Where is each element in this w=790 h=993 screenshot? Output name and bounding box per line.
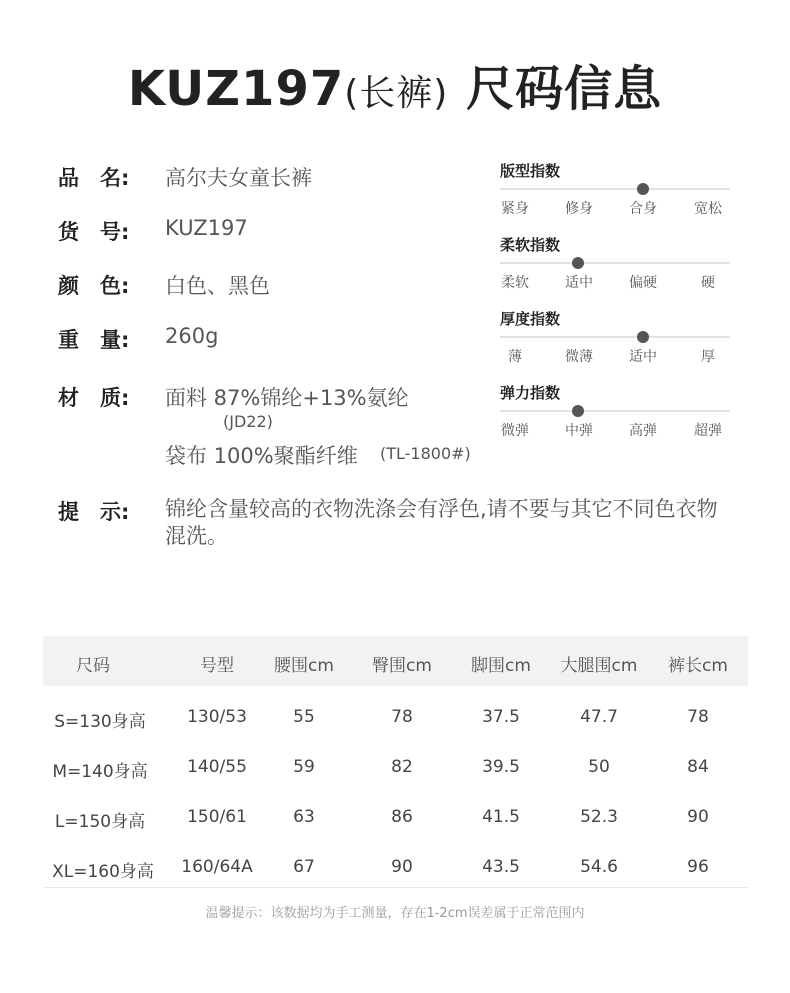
index-option: 宽松 <box>694 201 722 217</box>
index-scale-line <box>500 410 730 412</box>
index-scale-line <box>500 262 730 264</box>
index-marker <box>572 405 584 417</box>
material-line-1: 面料 87%锦纶+13%氨纶 <box>165 386 409 410</box>
material-line-1-code: (JD22) <box>223 412 273 431</box>
index-option: 硬 <box>701 275 715 291</box>
index-elasticity <box>500 382 730 452</box>
index-option: 紧身 <box>501 201 529 217</box>
index-thickness <box>500 308 730 378</box>
tip-text: 锦纶含量较高的衣物洗涤会有浮色,请不要与其它不同色衣物混洗。 <box>165 497 718 548</box>
table-cell: 160/64A <box>181 857 253 877</box>
index-softness <box>500 234 730 304</box>
table-cell: 78 <box>391 707 413 727</box>
index-option: 微弹 <box>501 423 529 439</box>
index-option: 厚 <box>701 349 715 365</box>
index-option: 中弹 <box>565 423 593 439</box>
page-title <box>0 50 790 119</box>
index-option: 合身 <box>629 201 657 217</box>
index-option: 偏硬 <box>629 275 657 291</box>
index-fit <box>500 160 730 230</box>
table-cell: 130/53 <box>187 707 247 727</box>
index-option: 微薄 <box>565 349 593 365</box>
table-cell: 41.5 <box>482 807 520 827</box>
info-value: 260g <box>165 324 219 348</box>
info-value: 高尔夫女童长裤 <box>165 166 312 190</box>
table-row <box>43 693 748 743</box>
index-option: 薄 <box>508 349 522 365</box>
size-table-header <box>43 636 748 686</box>
header-cell: 臀围cm <box>372 656 432 676</box>
header-cell: 脚围cm <box>471 656 531 676</box>
index-option: 修身 <box>565 201 593 217</box>
index-option: 适中 <box>629 349 657 365</box>
table-cell: 43.5 <box>482 857 520 877</box>
table-cell: 96 <box>687 857 709 877</box>
header-cell: 腰围cm <box>274 656 334 676</box>
table-cell: 50 <box>588 757 610 777</box>
index-option: 高弹 <box>629 423 657 439</box>
table-cell: 82 <box>391 757 413 777</box>
table-cell: S=130身高 <box>54 712 146 732</box>
index-name: 厚度指数 <box>500 310 561 328</box>
info-value: 白色、黑色 <box>165 274 270 298</box>
info-label: 材 质: <box>58 386 130 410</box>
index-name: 弹力指数 <box>500 384 561 402</box>
material-line-2: 袋布 100%聚酯纤维 <box>165 444 358 468</box>
table-cell: 54.6 <box>580 857 618 877</box>
table-cell: 47.7 <box>580 707 618 727</box>
table-cell: 140/55 <box>187 757 247 777</box>
info-value: KUZ197 <box>165 216 248 240</box>
info-label: 颜 色: <box>58 274 130 298</box>
index-marker <box>637 331 649 343</box>
table-cell: XL=160身高 <box>52 862 154 882</box>
table-cell: 39.5 <box>482 757 520 777</box>
title-code: KUZ197 <box>127 61 345 117</box>
index-scale-line <box>500 188 730 190</box>
table-row <box>43 793 748 843</box>
table-bottom-divider <box>43 887 748 888</box>
material-line-2-code: (TL-1800#) <box>380 444 471 463</box>
table-cell: L=150身高 <box>54 812 146 832</box>
header-cell: 尺码 <box>76 656 110 676</box>
table-cell: 52.3 <box>580 807 618 827</box>
measurement-note: 温馨提示：该数据均为手工测量，存在1-2cm误差属于正常范围内 <box>205 906 585 921</box>
info-label: 货 号: <box>58 220 130 244</box>
table-cell: 67 <box>293 857 315 877</box>
table-cell: 37.5 <box>482 707 520 727</box>
header-cell: 号型 <box>200 656 234 676</box>
table-cell: 150/61 <box>187 807 247 827</box>
table-cell: 55 <box>293 707 315 727</box>
info-label: 品 名: <box>58 166 130 190</box>
tip-label: 提 示: <box>58 500 130 524</box>
table-cell: 86 <box>391 807 413 827</box>
index-option: 适中 <box>565 275 593 291</box>
table-cell: 63 <box>293 807 315 827</box>
index-name: 柔软指数 <box>500 236 561 254</box>
table-row <box>43 843 748 893</box>
table-cell: M=140身高 <box>52 762 148 782</box>
title-suffix: 尺码信息 <box>466 61 663 117</box>
table-cell: 90 <box>391 857 413 877</box>
index-option: 柔软 <box>501 275 529 291</box>
table-cell: 90 <box>687 807 709 827</box>
index-scale-line <box>500 336 730 338</box>
table-cell: 59 <box>293 757 315 777</box>
header-cell: 大腿围cm <box>560 656 638 676</box>
index-option: 超弹 <box>694 423 722 439</box>
header-cell: 裤长cm <box>668 656 728 676</box>
table-row <box>43 743 748 793</box>
table-cell: 84 <box>687 757 709 777</box>
index-name: 版型指数 <box>500 162 561 180</box>
title-paren: (长裤) <box>344 73 449 114</box>
index-marker <box>572 257 584 269</box>
info-label: 重 量: <box>58 328 130 352</box>
index-marker <box>637 183 649 195</box>
table-cell: 78 <box>687 707 709 727</box>
